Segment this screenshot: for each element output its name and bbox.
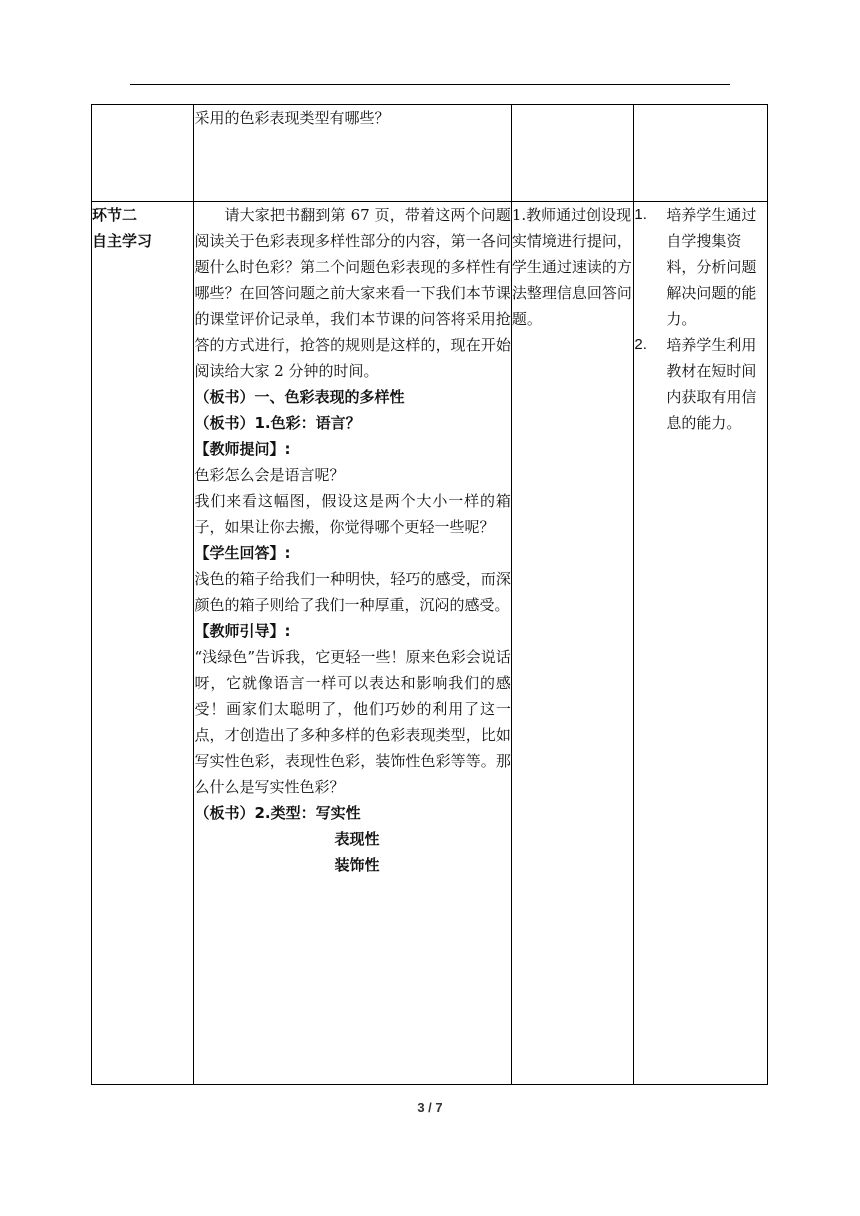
row1-content-text: 采用的色彩表现类型有哪些？ [194, 109, 390, 127]
row1-stage-cell [92, 105, 194, 202]
student-answer: 浅色的箱子给我们一种明快，轻巧的感受，而深颜色的箱子则给了我们一种厚重，沉闷的感受。 [194, 570, 511, 614]
goal-text: 培养学生利用教材在短时间内获取有用信息的能力。 [666, 336, 757, 432]
board-note-3-sub-1: 表现性 [334, 830, 380, 848]
row1-intent-cell [634, 105, 768, 202]
student-answer-label-text: 【学生回答】: [194, 544, 291, 562]
goal-number: 1. [634, 206, 647, 223]
board-note-1: （板书）一、色彩表现的多样性 [194, 388, 405, 406]
row1-design-cell [511, 105, 634, 202]
row2-design-cell [511, 202, 634, 1085]
page-number: 3 / 7 [417, 1100, 443, 1115]
row2-goals-cell [634, 202, 768, 1085]
teacher-question-label-text: 【教师提问】: [194, 440, 291, 458]
board-note-3-sub-2: 装饰性 [334, 856, 380, 874]
teacher-guide: “浅绿色”告诉我，它更轻一些！原来色彩会说话呀，它就像语言一样可以表达和影响我们的感受！画家们太聪明了，他们巧妙的利用了这一点，才创造出了多种多样的色彩表现类型，比如写实性色彩，表现性色彩，装饰性色彩等等。那么什么是写实性色彩？ [194, 648, 511, 796]
list-item [634, 202, 767, 332]
header-rule [130, 84, 730, 85]
lesson-plan-table [91, 104, 768, 1085]
table-row [92, 105, 768, 202]
teacher-guide-label [194, 618, 510, 644]
row2-stage-cell [92, 202, 194, 1085]
board-note-2: （板书）1.色彩：语言？ [194, 414, 361, 432]
stage-label-line-1: 环节二 [92, 206, 138, 224]
goals-list [634, 202, 767, 436]
teacher-question-2: 我们来看这幅图，假设这是两个大小一样的箱子，如果让你去搬，你觉得哪个更轻一些呢？ [194, 492, 511, 536]
row2-content-cell [194, 202, 511, 1085]
teacher-question-label [194, 436, 510, 462]
design-intent-text: 1.教师通过创设现实情境进行提问，学生通过速读的方法整理信息回答问题。 [511, 206, 632, 328]
board-note-3: （板书）2.类型：写实性 [194, 804, 361, 822]
goal-text: 培养学生通过自学搜集资料，分析问题解决问题的能力。 [666, 206, 757, 328]
student-answer-label [194, 540, 510, 566]
row1-content-cell [194, 105, 511, 202]
table-row [92, 202, 768, 1085]
stage-label-line-2: 自主学习 [92, 232, 153, 250]
list-item [634, 332, 767, 436]
teacher-guide-label-text: 【教师引导】: [194, 622, 291, 640]
goal-number: 2. [634, 336, 647, 353]
teacher-question-1: 色彩怎么会是语言呢？ [194, 466, 345, 484]
intro-paragraph: 请大家把书翻到第 67 页，带着这两个问题阅读关于色彩表现多样性部分的内容，第一各问题什么时色彩？第二个问题色彩表现的多样性有哪些？在回答问题之前大家来看一下我们本节课的课堂评价记录单，我们本节课的问答将采用抢答的方式进行，抢答的规则是这样的，现在开始阅读给大家 2 分钟的时间。 [194, 206, 511, 380]
